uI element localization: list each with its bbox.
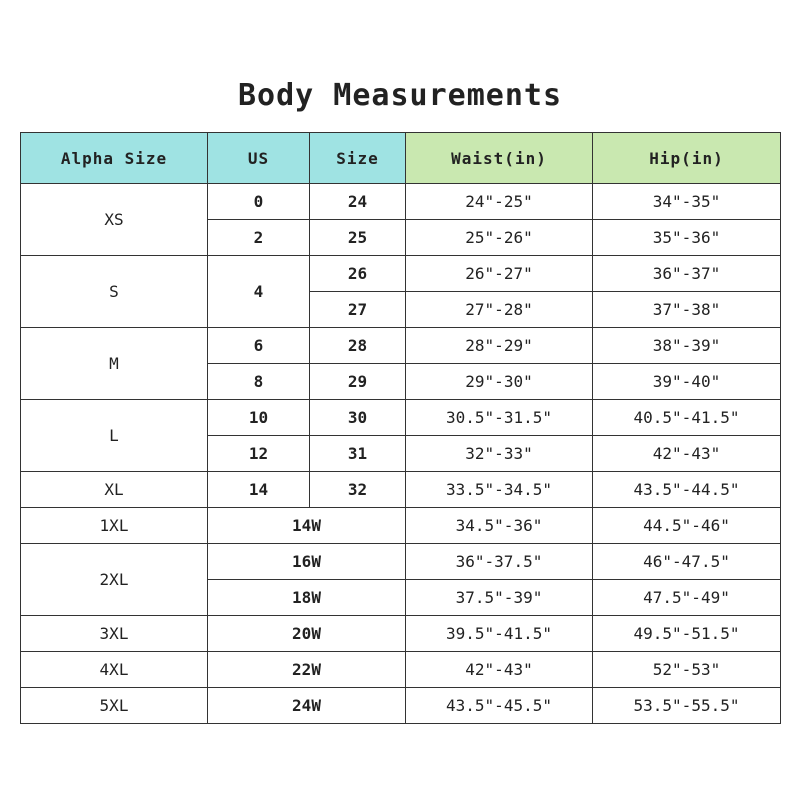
- hip-cell: 37"-38": [593, 292, 781, 328]
- header-us: US: [208, 133, 310, 184]
- waist-cell: 27"-28": [406, 292, 593, 328]
- us-cell: 10: [208, 400, 310, 436]
- us-cell: 22W: [208, 652, 406, 688]
- size-cell: 32: [310, 472, 406, 508]
- waist-cell: 25"-26": [406, 220, 593, 256]
- header-row: [21, 133, 781, 184]
- us-cell: 6: [208, 328, 310, 364]
- header-size: Size: [310, 133, 406, 184]
- us-cell: 0: [208, 184, 310, 220]
- table-row: [21, 400, 781, 436]
- hip-cell: 44.5"-46": [593, 508, 781, 544]
- table-row: [21, 256, 781, 292]
- us-cell: 4: [208, 256, 310, 328]
- hip-cell: 53.5"-55.5": [593, 688, 781, 724]
- waist-cell: 39.5"-41.5": [406, 616, 593, 652]
- hip-cell: 38"-39": [593, 328, 781, 364]
- alpha-size-cell: XS: [21, 184, 208, 256]
- size-chart-table: [20, 132, 781, 724]
- alpha-size-cell: 3XL: [21, 616, 208, 652]
- waist-cell: 26"-27": [406, 256, 593, 292]
- alpha-size-cell: L: [21, 400, 208, 472]
- us-cell: 14: [208, 472, 310, 508]
- us-cell: 18W: [208, 580, 406, 616]
- table-row: [21, 544, 781, 580]
- hip-cell: 49.5"-51.5": [593, 616, 781, 652]
- size-cell: 27: [310, 292, 406, 328]
- us-cell: 2: [208, 220, 310, 256]
- us-cell: 12: [208, 436, 310, 472]
- waist-cell: 24"-25": [406, 184, 593, 220]
- waist-cell: 36"-37.5": [406, 544, 593, 580]
- alpha-size-cell: 1XL: [21, 508, 208, 544]
- waist-cell: 29"-30": [406, 364, 593, 400]
- us-cell: 14W: [208, 508, 406, 544]
- waist-cell: 34.5"-36": [406, 508, 593, 544]
- us-cell: 20W: [208, 616, 406, 652]
- hip-cell: 36"-37": [593, 256, 781, 292]
- page-title: Body Measurements: [237, 78, 563, 113]
- hip-cell: 42"-43": [593, 436, 781, 472]
- waist-cell: 43.5"-45.5": [406, 688, 593, 724]
- size-cell: 30: [310, 400, 406, 436]
- table-row: [21, 652, 781, 688]
- size-cell: 28: [310, 328, 406, 364]
- table-row: [21, 688, 781, 724]
- us-cell: 16W: [208, 544, 406, 580]
- alpha-size-cell: XL: [21, 472, 208, 508]
- alpha-size-cell: 4XL: [21, 652, 208, 688]
- hip-cell: 46"-47.5": [593, 544, 781, 580]
- waist-cell: 28"-29": [406, 328, 593, 364]
- table-row: [21, 472, 781, 508]
- table-row: [21, 328, 781, 364]
- hip-cell: 34"-35": [593, 184, 781, 220]
- size-cell: 26: [310, 256, 406, 292]
- hip-cell: 39"-40": [593, 364, 781, 400]
- waist-cell: 32"-33": [406, 436, 593, 472]
- waist-cell: 30.5"-31.5": [406, 400, 593, 436]
- waist-cell: 37.5"-39": [406, 580, 593, 616]
- size-cell: 31: [310, 436, 406, 472]
- alpha-size-cell: 5XL: [21, 688, 208, 724]
- size-cell: 29: [310, 364, 406, 400]
- size-cell: 24: [310, 184, 406, 220]
- hip-cell: 40.5"-41.5": [593, 400, 781, 436]
- header-hip: Hip(in): [593, 133, 781, 184]
- waist-cell: 42"-43": [406, 652, 593, 688]
- alpha-size-cell: S: [21, 256, 208, 328]
- header-alpha-size: Alpha Size: [21, 133, 208, 184]
- table-row: [21, 508, 781, 544]
- size-cell: 25: [310, 220, 406, 256]
- hip-cell: 43.5"-44.5": [593, 472, 781, 508]
- waist-cell: 33.5"-34.5": [406, 472, 593, 508]
- us-cell: 8: [208, 364, 310, 400]
- table-row: [21, 616, 781, 652]
- table-row: [21, 184, 781, 220]
- header-waist: Waist(in): [406, 133, 593, 184]
- hip-cell: 35"-36": [593, 220, 781, 256]
- hip-cell: 52"-53": [593, 652, 781, 688]
- alpha-size-cell: 2XL: [21, 544, 208, 616]
- us-cell: 24W: [208, 688, 406, 724]
- hip-cell: 47.5"-49": [593, 580, 781, 616]
- alpha-size-cell: M: [21, 328, 208, 400]
